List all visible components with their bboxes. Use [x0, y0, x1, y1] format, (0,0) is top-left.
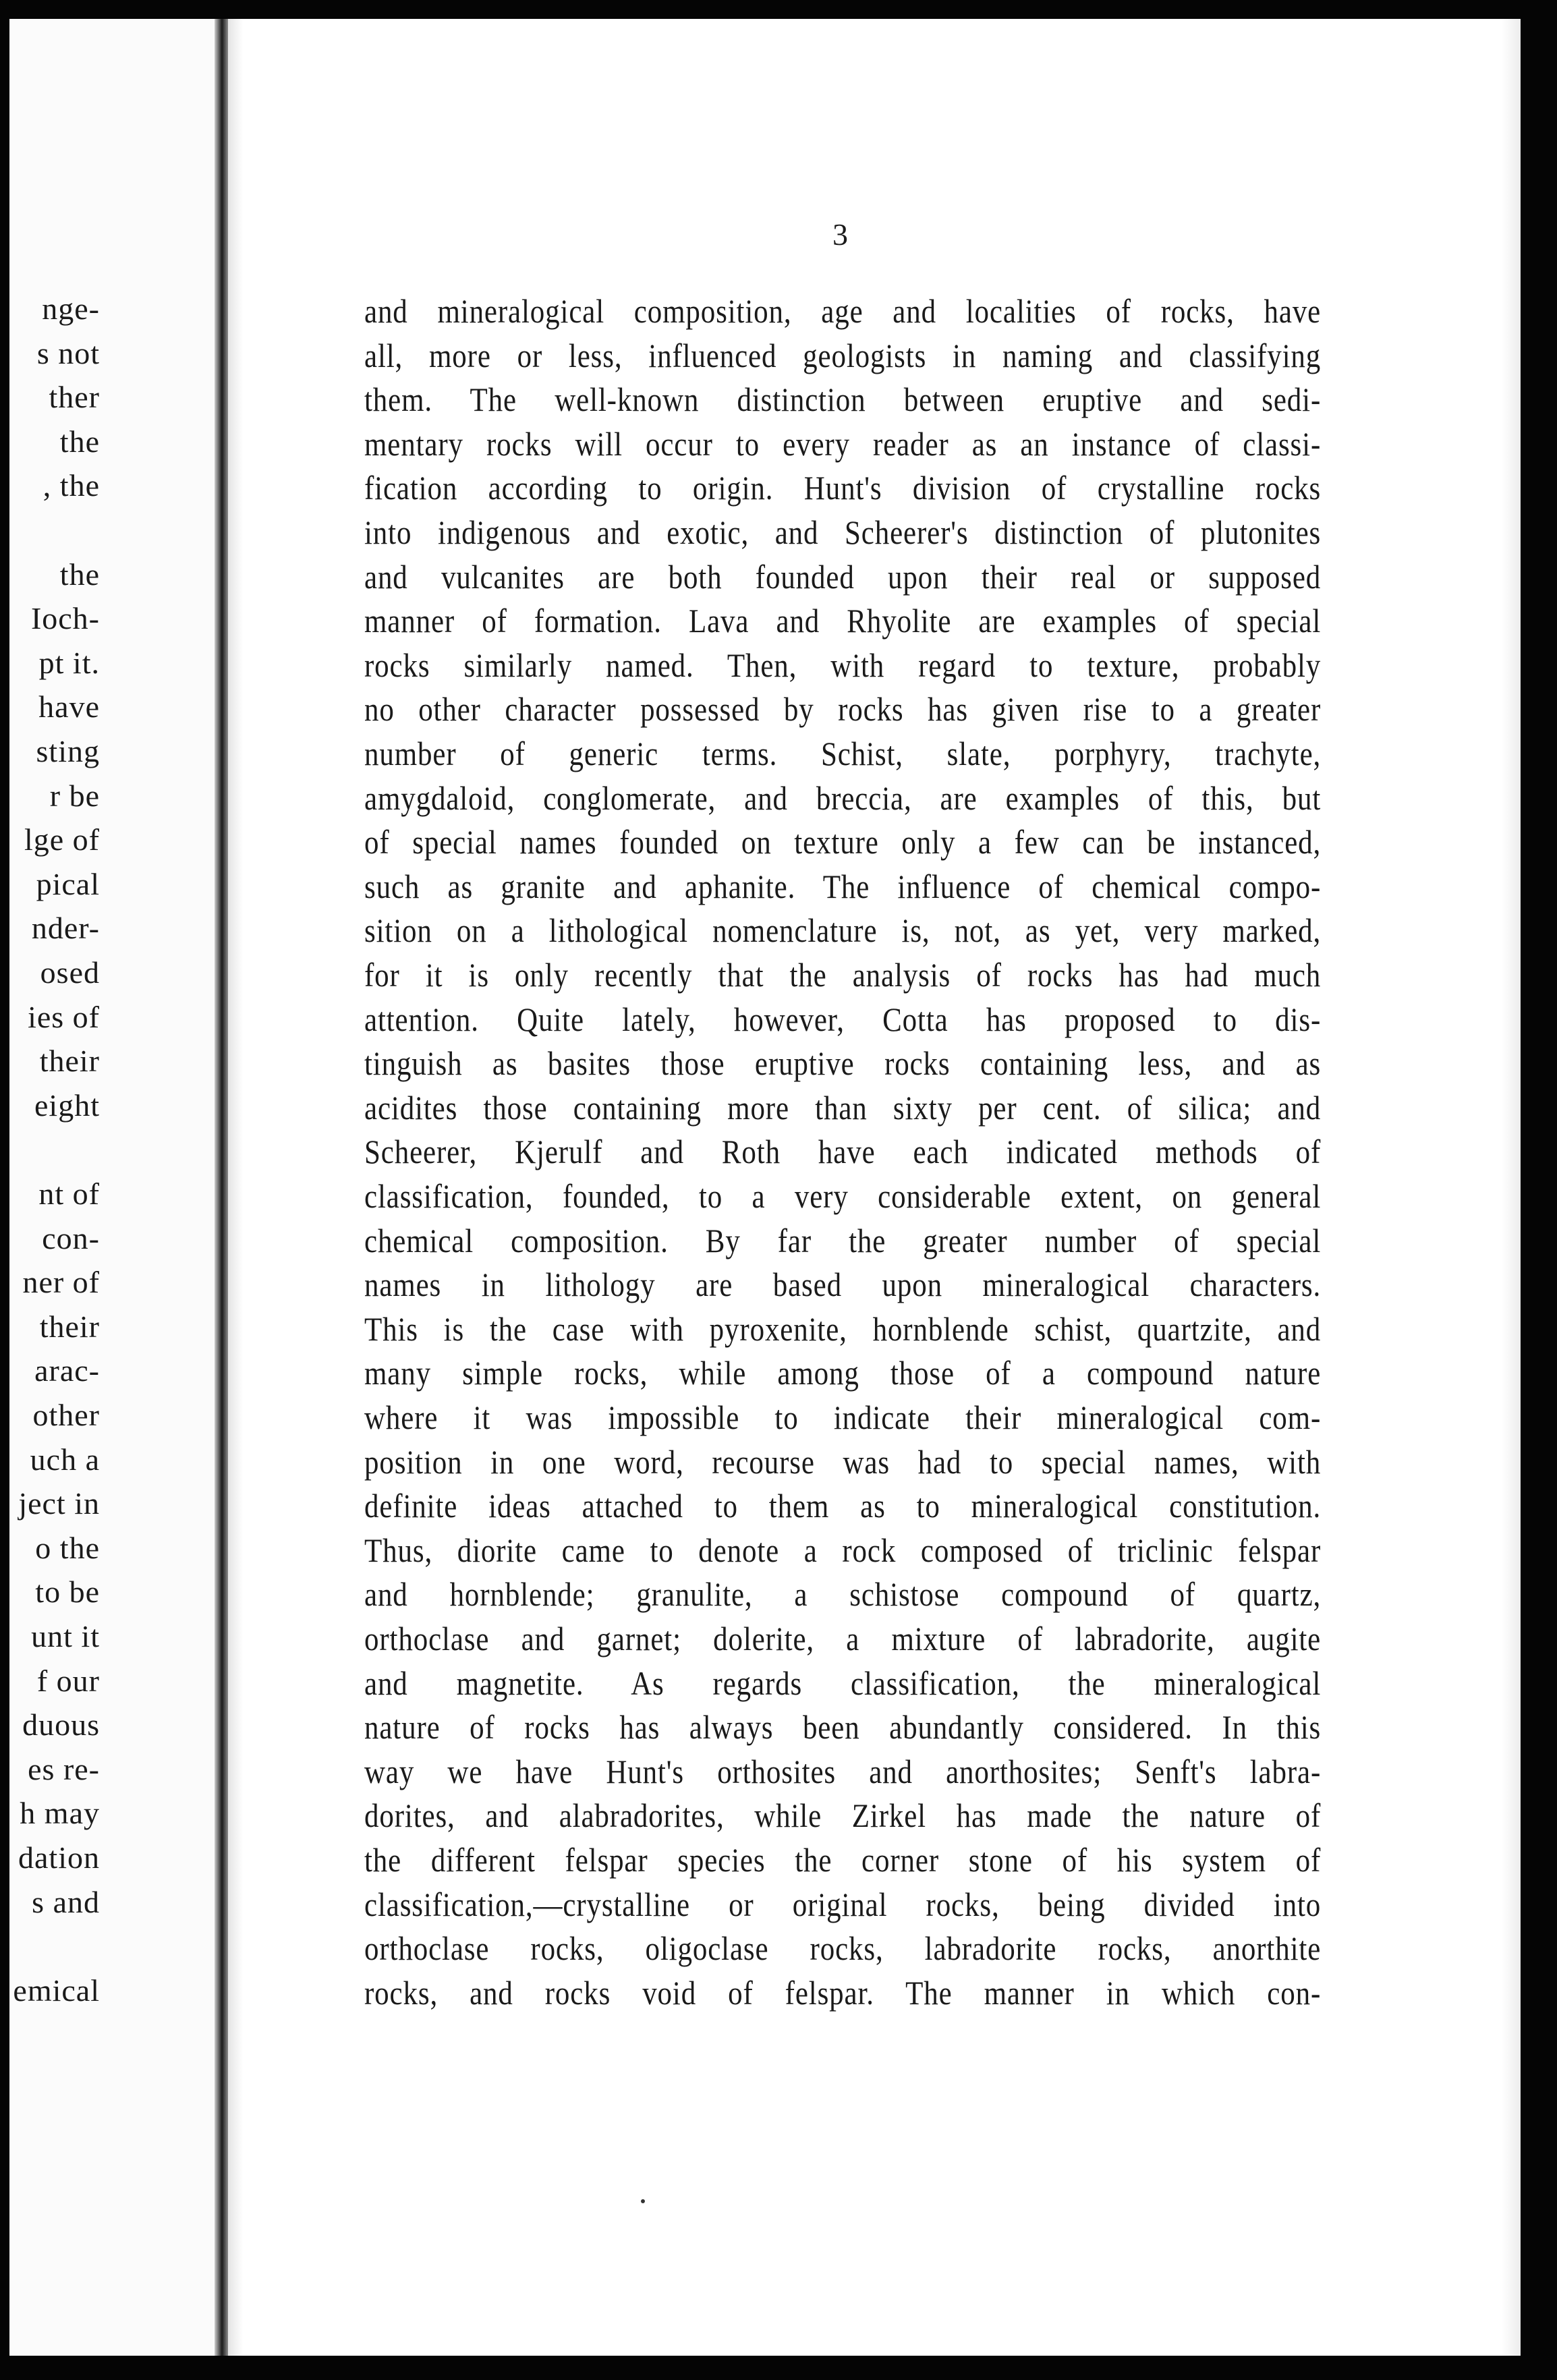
previous-page-line: ner of — [22, 1265, 100, 1300]
body-text-line: number of generic terms. Schist, slate, porphyry, trachyte, — [364, 735, 1322, 772]
previous-page-line: f our — [36, 1663, 100, 1698]
body-text-line: fication according to origin. Hunt's division of crystalline rocks — [364, 469, 1322, 507]
body-text-line: into indigenous and exotic, and Scheerer's distinction of plutonites — [364, 513, 1322, 551]
body-text-line: acidites those containing more than sixty per cent. of silica; and — [364, 1088, 1322, 1127]
scan-border-bottom — [0, 2356, 1557, 2380]
previous-page-fragment — [9, 19, 223, 2356]
body-text-line: such as granite and aphanite. The influence of chemical compo- — [364, 867, 1322, 905]
previous-page-line: con- — [42, 1220, 100, 1255]
previous-page-line: s and — [32, 1884, 100, 1919]
body-text-line: rocks similarly named. Then, with regard to texture, probably — [364, 646, 1322, 684]
body-text-line: nature of rocks has always been abundantly considered. In this — [364, 1708, 1322, 1747]
body-text-line: classification, founded, to a very considerable extent, on general — [364, 1177, 1322, 1215]
body-text-line: tinguish as basites those eruptive rocks containing less, and as — [364, 1044, 1322, 1083]
previous-page-line: dation — [18, 1840, 100, 1875]
previous-page-line: emical — [13, 1973, 100, 2008]
previous-page-line: pt it. — [38, 645, 100, 680]
body-text-line: where it was impossible to indicate their mineralogical com- — [364, 1398, 1322, 1436]
previous-page-line: r be — [49, 778, 100, 813]
body-text-line: manner of formation. Lava and Rhyolite are examples of special — [364, 602, 1322, 640]
body-text-line: orthoclase rocks, oligoclase rocks, labradorite rocks, anorthite — [364, 1929, 1322, 1968]
body-text-line: and magnetite. As regards classification, the mineralogical — [364, 1664, 1322, 1702]
previous-page-line: have — [38, 689, 100, 725]
body-text-line: the different felspar species the corner stone of his system of — [364, 1841, 1322, 1879]
body-text-line: chemical composition. By far the greater number of special — [364, 1221, 1322, 1259]
body-text-line: definite ideas attached to them as to mineralogical constitution. — [364, 1487, 1322, 1525]
previous-page-line: the — [59, 424, 100, 459]
body-text-line: names in lithology are based upon mineralogical characters. — [364, 1266, 1322, 1304]
body-text-line: amygdaloid, conglomerate, and breccia, are examples of this, but — [364, 778, 1322, 817]
body-text-line: for it is only recently that the analysis of rocks has had much — [364, 956, 1322, 994]
previous-page-line: lge of — [24, 822, 100, 857]
previous-page-line: sting — [36, 734, 100, 768]
previous-page-line: nge- — [42, 291, 100, 326]
previous-page-line: their — [39, 1044, 100, 1079]
body-text-line: Scheerer, Kjerulf and Roth have each indicated methods of — [364, 1133, 1322, 1171]
body-text-line: orthoclase and garnet; dolerite, a mixture of labradorite, augite — [364, 1620, 1322, 1658]
previous-page-line: s not — [36, 335, 100, 370]
previous-page-line: to be — [35, 1575, 100, 1610]
previous-page-line: eight — [34, 1087, 100, 1123]
previous-page-line: ject in — [18, 1486, 100, 1521]
scan-border-top — [0, 0, 1557, 19]
previous-page-line: o the — [35, 1530, 100, 1565]
body-text-line: and vulcanites are both founded upon their real or supposed — [364, 557, 1322, 596]
body-text-line: mentary rocks will occur to every reader as an instance of classi- — [364, 424, 1322, 463]
previous-page-line: nder- — [31, 911, 100, 946]
body-text-line: all, more or less, influenced geologists in naming and classifying — [364, 336, 1322, 374]
previous-page-line: duous — [22, 1707, 100, 1743]
scan-border-right — [1521, 0, 1557, 2380]
body-text-line: sition on a lithological nomenclature is, not, as yet, very marked, — [364, 911, 1322, 950]
body-text-line: rocks, and rocks void of felspar. The manner in which con- — [364, 1973, 1322, 2012]
previous-page-line: their — [39, 1309, 100, 1344]
previous-page-line: arac- — [34, 1353, 100, 1388]
previous-page-line: nt of — [38, 1177, 100, 1211]
body-text-line: and hornblende; granulite, a schistose compound of quartz, — [364, 1575, 1322, 1614]
gutter-shadow — [228, 19, 243, 2356]
body-text-line: way we have Hunt's orthosites and anorthosites; Senft's labra- — [364, 1752, 1322, 1790]
body-text-line: them. The well-known distinction between eruptive and sedi- — [364, 380, 1322, 419]
body-text-line: Thus, diorite came to denote a rock composed of triclinic felspar — [364, 1531, 1322, 1569]
body-text-line: of special names founded on texture only a few can be instanced, — [364, 823, 1322, 861]
previous-page-line: es re- — [28, 1751, 100, 1786]
previous-page-line: uch a — [30, 1442, 100, 1477]
previous-page-line: pical — [36, 866, 100, 901]
body-text-line: attention. Quite lately, however, Cotta has proposed to dis- — [364, 1000, 1322, 1038]
body-text-line: many simple rocks, while among those of a compound nature — [364, 1354, 1322, 1392]
ink-speck — [641, 2199, 645, 2203]
body-text-line: classification,—crystalline or original rocks, being divided into — [364, 1885, 1322, 1923]
previous-page-line: other — [32, 1398, 100, 1432]
previous-page-line: the — [59, 557, 100, 592]
previous-page-line: unt it — [31, 1619, 100, 1653]
book-gutter — [215, 19, 228, 2356]
body-text-line: position in one word, recourse was had to special names, with — [364, 1442, 1322, 1481]
previous-page-line: Ioch- — [30, 601, 100, 636]
previous-page-line: , the — [43, 468, 100, 503]
page-number: 3 — [832, 217, 848, 252]
previous-page-line: h may — [20, 1796, 100, 1831]
previous-page-line: ies of — [28, 999, 100, 1034]
previous-page-line: ther — [49, 380, 100, 415]
scan-border-left — [0, 0, 9, 2380]
body-text-line: This is the case with pyroxenite, hornblende schist, quartzite, and — [364, 1309, 1322, 1348]
previous-page-line: osed — [40, 955, 100, 990]
body-text-line: dorites, and alabradorites, while Zirkel has made the nature of — [364, 1796, 1322, 1835]
page-edge-shadow — [1502, 19, 1521, 2356]
body-text-line: and mineralogical composition, age and localities of rocks, have — [364, 292, 1322, 330]
body-text-line: no other character possessed by rocks has given rise to a greater — [364, 690, 1322, 729]
